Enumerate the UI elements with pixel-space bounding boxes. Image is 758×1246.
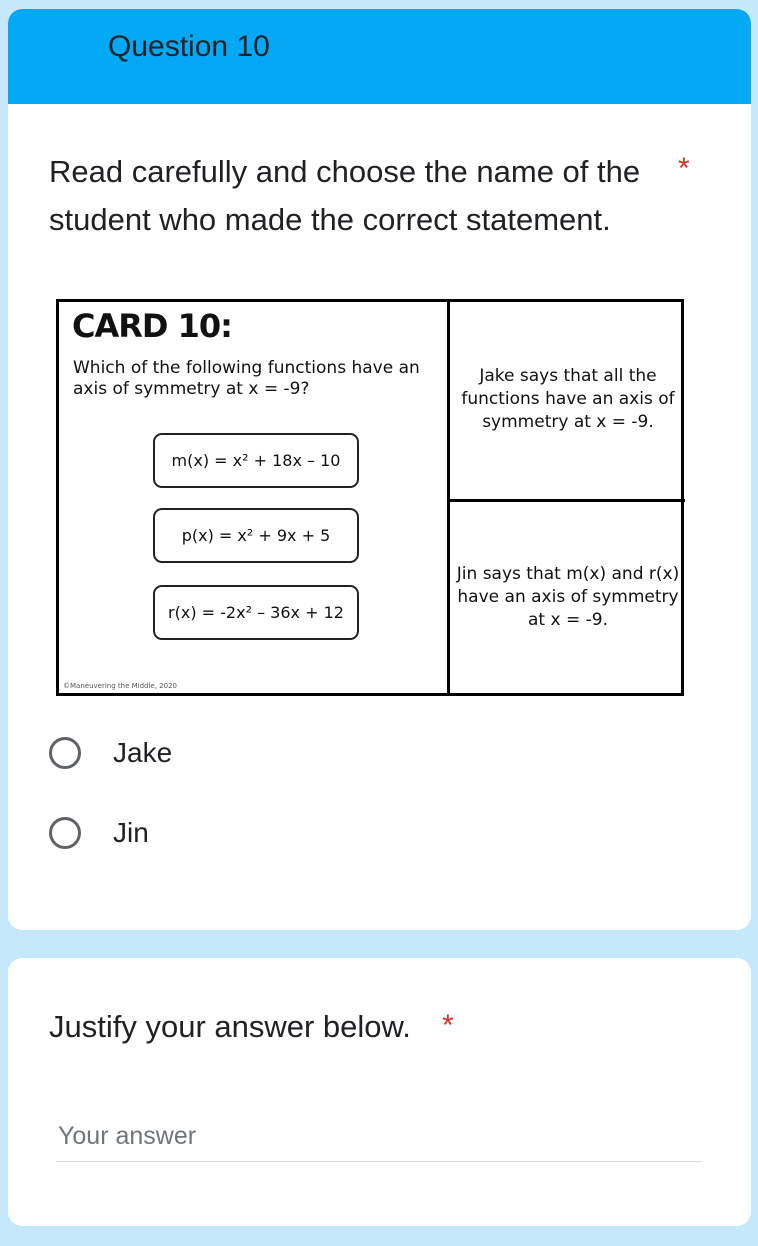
- copyright-text: ©Maneuvering the Middle, 2020: [63, 682, 177, 690]
- required-asterisk: *: [442, 1009, 454, 1042]
- radio-circle-icon[interactable]: [49, 817, 81, 849]
- card-divider-vertical: [447, 302, 450, 693]
- statement-jin: Jin says that m(x) and r(x) have an axis of symmetry at x = -9.: [456, 564, 680, 630]
- option-jake[interactable]: [49, 737, 172, 769]
- card-image: [56, 299, 684, 696]
- card-heading: CARD 10:: [72, 307, 232, 345]
- statement-jake: Jake says that all the functions have an axis of symmetry at x = -9.: [461, 366, 675, 432]
- option-jin[interactable]: [49, 817, 149, 849]
- question-text: Read carefully and choose the name of the student who made the correct statement.: [49, 154, 641, 237]
- justify-card: [8, 958, 751, 1226]
- question-title: Question 10: [108, 30, 270, 63]
- justify-question-text: Justify your answer below.: [49, 1009, 411, 1044]
- option-label[interactable]: Jake: [113, 737, 173, 768]
- card-divider-horizontal: [449, 499, 685, 502]
- function-box-r: r(x) = -2x² – 36x + 12: [153, 585, 359, 640]
- option-label[interactable]: Jin: [113, 817, 149, 848]
- radio-circle-icon[interactable]: [49, 737, 81, 769]
- answer-input[interactable]: [56, 1112, 702, 1162]
- function-box-m: m(x) = x² + 18x – 10: [153, 433, 359, 488]
- function-box-p: p(x) = x² + 9x + 5: [153, 508, 359, 563]
- required-asterisk: *: [678, 152, 690, 185]
- card-prompt: Which of the following functions have an axis of symmetry at x = -9?: [73, 358, 420, 399]
